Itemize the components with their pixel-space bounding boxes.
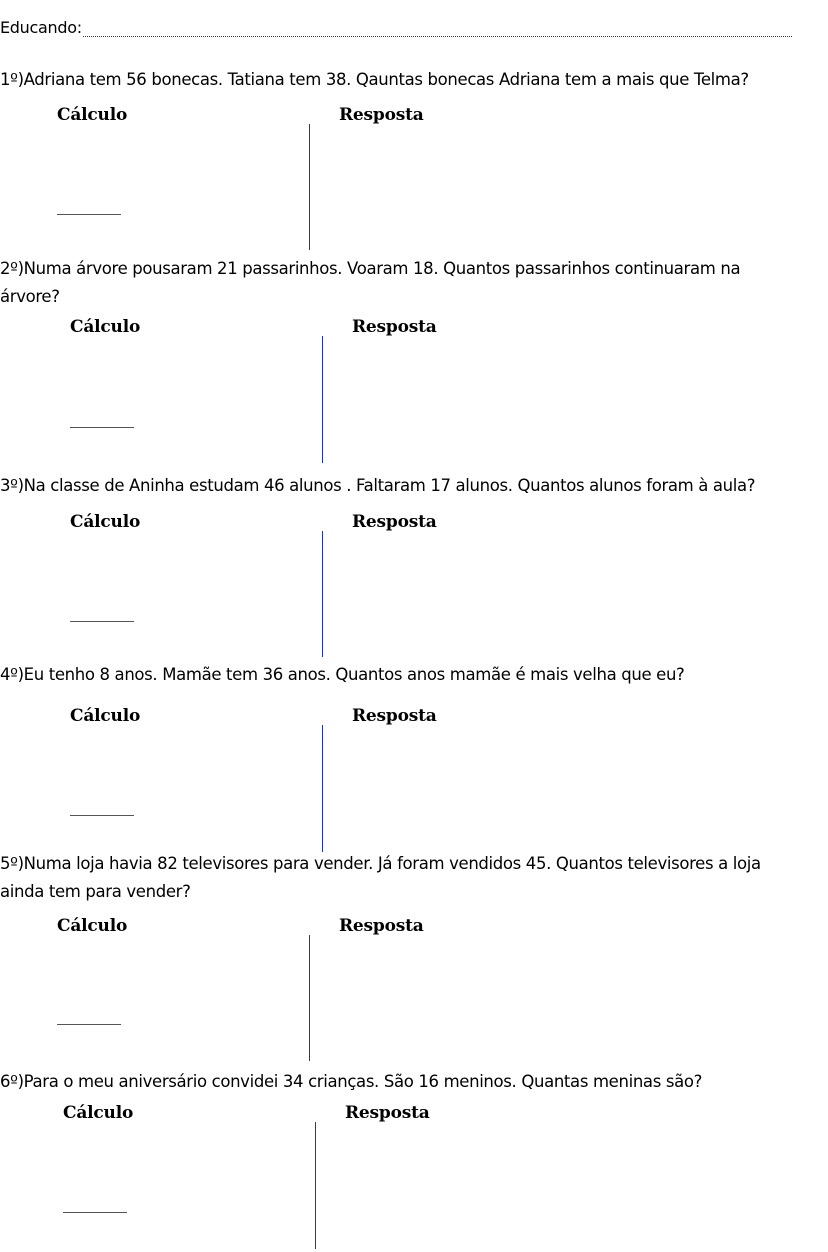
question-3-text: 3º)Na classe de Aninha estudam 46 alunos . Faltaram 17 alunos. Quantos alunos foram à aula? (0, 476, 756, 495)
question-3-calc-label: Cálculo (70, 512, 141, 532)
question-1-calc-label: Cálculo (57, 105, 128, 125)
question-3-answer-label: Resposta (352, 512, 437, 532)
question-5-calc-label: Cálculo (57, 916, 128, 936)
question-2-answer-label: Resposta (352, 317, 437, 337)
question-6-divider (315, 1122, 316, 1249)
question-4-calc-label: Cálculo (70, 706, 141, 726)
question-5-divider (309, 935, 310, 1061)
question-1-text: 1º)Adriana tem 56 bonecas. Tatiana tem 38. Qauntas bonecas Adriana tem a mais que Telma? (0, 70, 749, 89)
question-6-calc-blank[interactable] (63, 1212, 127, 1213)
question-6-answer-label: Resposta (345, 1103, 430, 1123)
question-5-text: 5º)Numa loja havia 82 televisores para vender. Já foram vendidos 45. Quantos televisores a loja ainda tem para vender? (0, 854, 761, 901)
student-name-blank[interactable] (83, 22, 792, 37)
question-4-divider (322, 725, 323, 852)
question-2-divider (322, 336, 323, 463)
question-6-calc-label: Cálculo (63, 1103, 134, 1123)
question-1-divider (309, 124, 310, 250)
question-6-text: 6º)Para o meu aniversário convidei 34 crianças. São 16 meninos. Quantas meninas são? (0, 1072, 702, 1091)
question-2-calc-label: Cálculo (70, 317, 141, 337)
question-2-calc-blank[interactable] (70, 427, 134, 428)
question-4-answer-label: Resposta (352, 706, 437, 726)
question-2-text: 2º)Numa árvore pousaram 21 passarinhos. Voaram 18. Quantos passarinhos continuaram na árvore? (0, 259, 741, 306)
student-name-field (0, 18, 792, 37)
question-3-calc-blank[interactable] (70, 621, 134, 622)
student-name-label: Educando: (0, 18, 82, 37)
question-1-calc-blank[interactable] (57, 214, 121, 215)
question-3-divider (322, 531, 323, 657)
question-5-calc-blank[interactable] (57, 1024, 121, 1025)
question-5-answer-label: Resposta (339, 916, 424, 936)
question-1-answer-label: Resposta (339, 105, 424, 125)
question-4-text: 4º)Eu tenho 8 anos. Mamãe tem 36 anos. Quantos anos mamãe é mais velha que eu? (0, 665, 685, 684)
question-4-calc-blank[interactable] (70, 815, 134, 816)
